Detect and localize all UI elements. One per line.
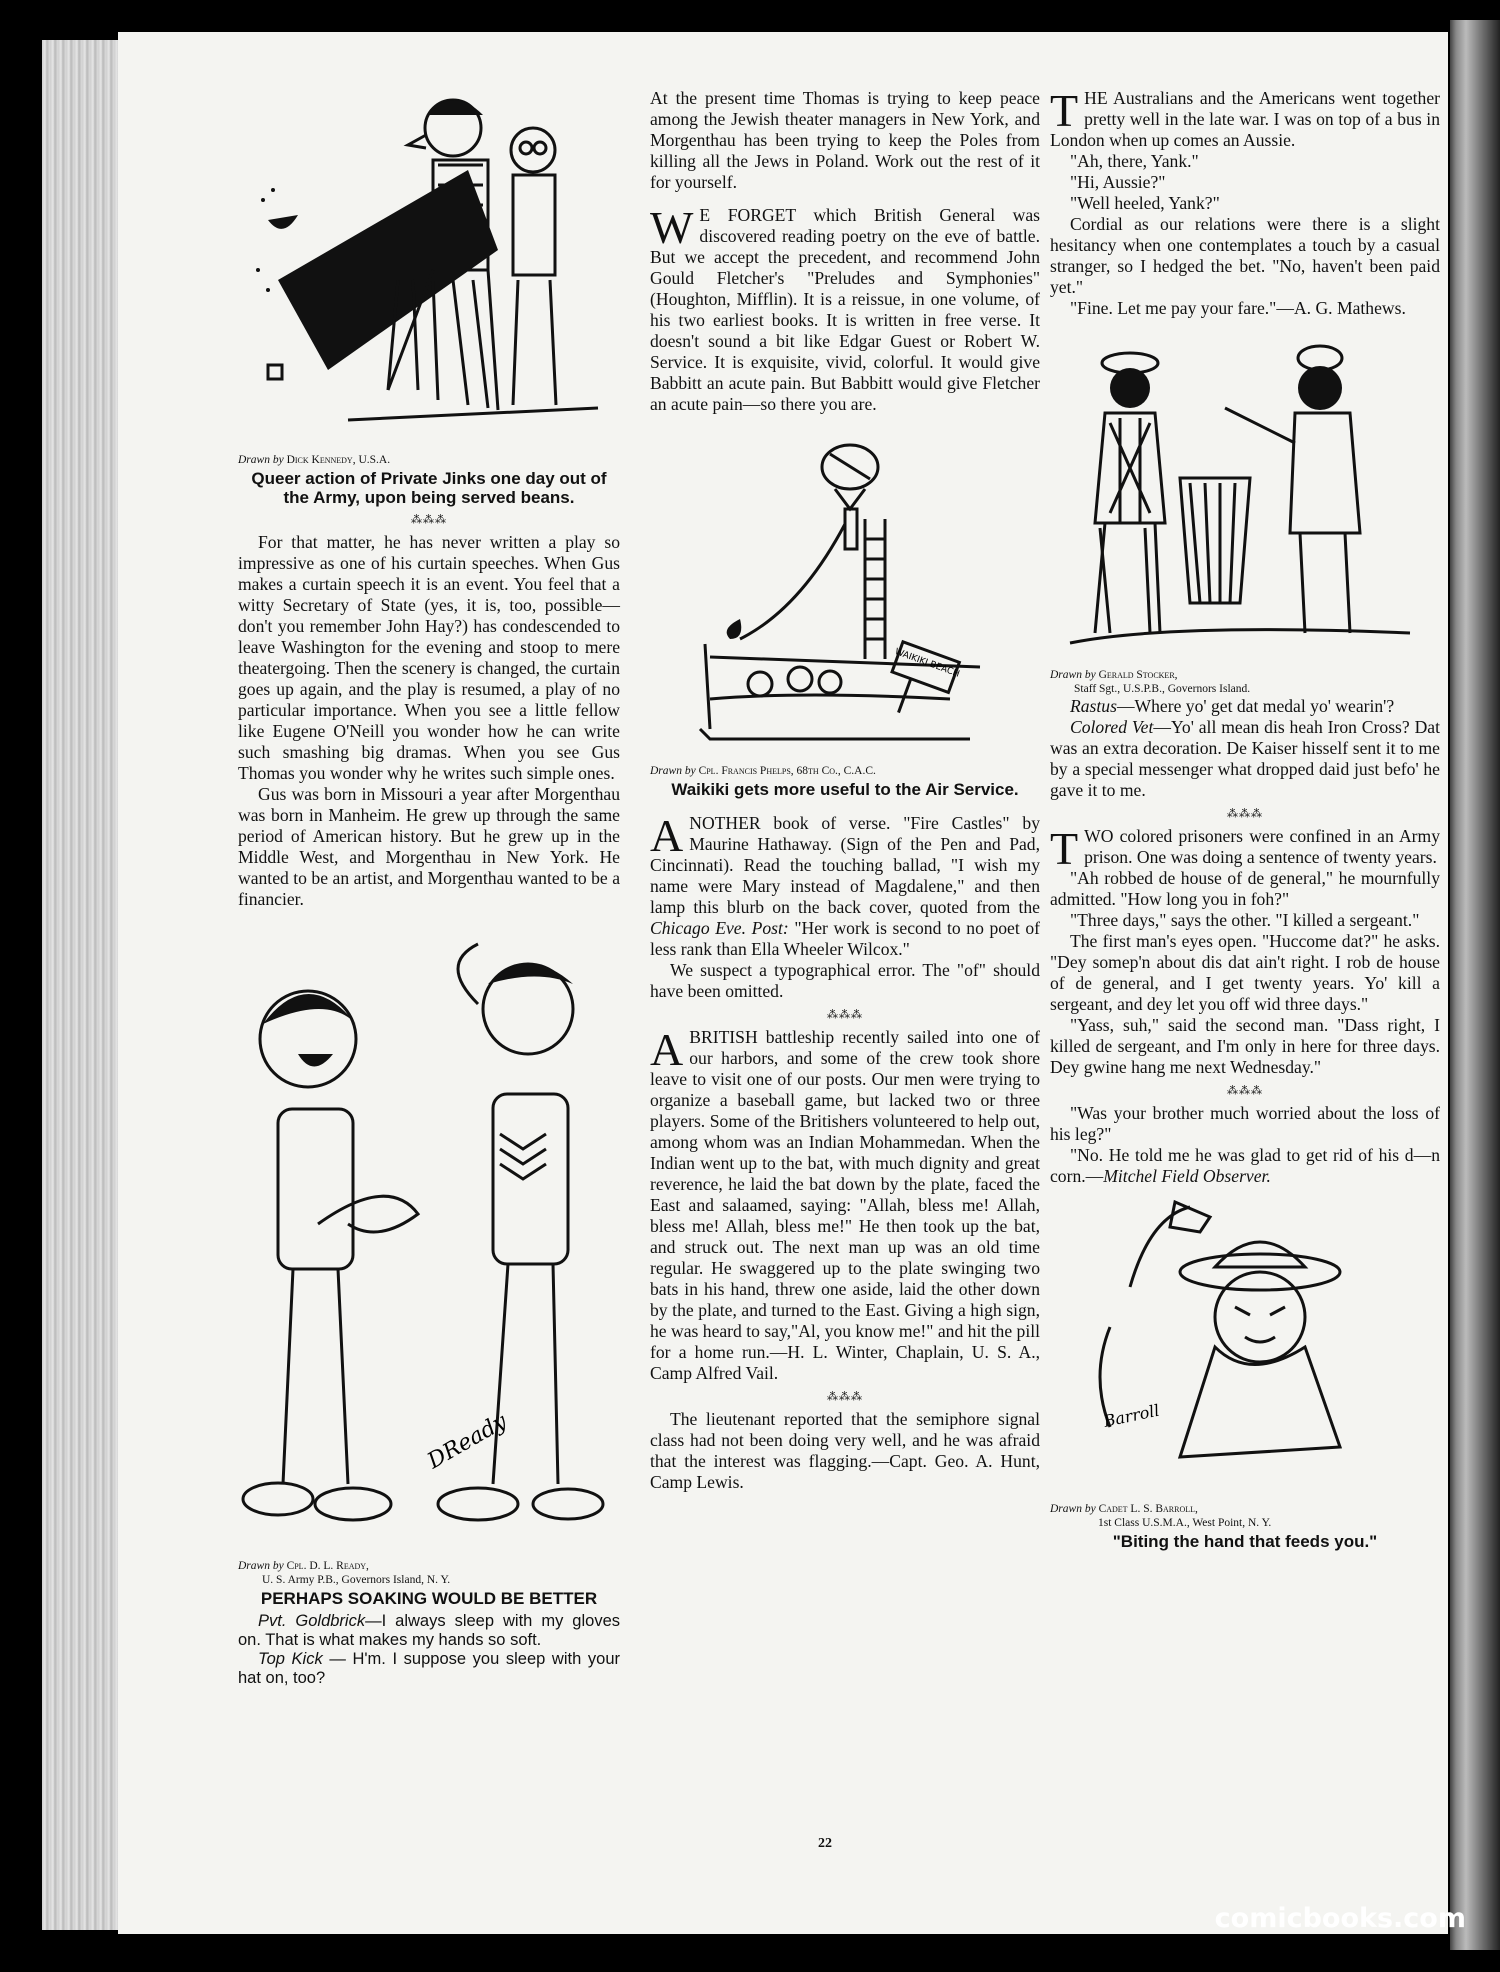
cartoon-waikiki: [650, 429, 1040, 759]
section-divider: ⁂⁂⁂: [827, 1009, 863, 1021]
paragraph: The first man's eyes open. "Huccome dat?" he asks. "Dey somep'n about dis dat ain't right. I rob de house of de general, and I get twenty years. Yo' kill a sergeant, and dey let you off wid three days.": [1050, 931, 1440, 1014]
cartoon2-credit: Drawn by Cpl. D. L. Ready,: [238, 1560, 369, 1572]
paragraph: "Was your brother much worried about the loss of his leg?": [1050, 1103, 1440, 1144]
magazine-page: [118, 32, 1448, 1934]
paragraph: "No. He told me he was glad to get rid of his d—n corn.—: [1050, 1145, 1440, 1186]
paragraph: "Ah robbed de house of de general," he mournfully admitted. "How long you in foh?": [1050, 868, 1440, 909]
site-watermark: comicbooks.com: [1214, 1903, 1466, 1934]
paragraph: which British General was discovered reading poetry on the eve of battle. But we accept the precedent, and recommend John Gould Fletcher's "Preludes and Symphonies" (Houghton, Mifflin). It is a reissue, in one volume, of his two earliest books. It is written in free verse. It doesn't sound a bit like Edgar Guest or Robert W. Service. It is exquisite, vivid, colorful. It would give Babbitt an acute pain. But Babbitt would give Fletcher an acute pain—so there you are.: [650, 205, 1040, 414]
paragraph-end: "Her work is second to no poet of less rank than Ella Wheeler Wilcox.": [650, 918, 1040, 959]
dialog-line: "Ah, there, Yank.": [1070, 151, 1199, 171]
cartoon-signature: Barroll: [1101, 1400, 1162, 1431]
cartoon-biting-hand: [1050, 1197, 1440, 1497]
paragraph: WO colored prisoners were confined in an Army prison. One was doing a sentence of twenty years.: [1084, 826, 1440, 867]
section-divider: ⁂⁂⁂: [411, 514, 447, 526]
waikiki-credit: Drawn by Cpl. Francis Phelps, 68th Co., C.A.C.: [650, 765, 876, 777]
cartoon-soaking: [238, 924, 620, 1554]
article-text-thomas: [650, 88, 1040, 193]
paragraph: battleship recently sailed into one of our harbors, and some of the crew took shore leave to visit one of our posts. Our men were trying to organize a baseball game, but lacked two or three players. Some of the Britishers volunteered to help out, among whom was an Indian Mohammedan. When the Indian went up to the bat, with much dignity and great reverence, he laid the bat down by the plate, faced the East and salaamed, saying: "Allah, bless me! Allah, bless me! Allah, bless me!" He then took up the bat, and struck out. The next man up was an old time regular. He swaggered up to the plate swinging two bats in his hand, threw one aside, laid the other down by the plate, and turned to the East. Giving a high sign, he was heard to say,"Al, you know me!" and hit the pill for a home run.—H. L. Winter, Chaplain, U. S. A., Camp Alfred Vail.: [650, 1027, 1040, 1383]
lead-words: NOTHER: [689, 813, 761, 833]
article-iron-cross: [1050, 696, 1440, 801]
cartoon-iron-cross: [1050, 333, 1440, 663]
joke-goldbrick: [238, 1612, 620, 1688]
lead-words: BRITISH: [689, 1027, 758, 1047]
drop-cap: T: [1050, 85, 1079, 136]
column-left: [238, 90, 620, 1688]
article-text-gus: [238, 532, 620, 910]
lead-words: E FORGET: [699, 205, 796, 225]
dialog-line: —Where yo' get dat medal yo' wearin'?: [1116, 696, 1395, 716]
joke-line: —I always sleep with my gloves on. That is what makes my hands so soft.: [238, 1612, 621, 1649]
article-prisoners: [1050, 823, 1440, 1078]
paragraph: "Fine. Let me pay your fare."—A. G. Mathews.: [1070, 298, 1406, 318]
drop-cap: A: [650, 1024, 684, 1075]
cartoon2-caption: PERHAPS SOAKING WOULD BE BETTER: [260, 1589, 598, 1608]
paragraph: At the present time Thomas is trying to keep peace among the Jewish theater managers in New York, and Morgenthau has been trying to keep the Poles from killing all the Jews in Poland. Work out the rest of it for yourself.: [650, 88, 1040, 192]
quoted-source: Chicago Eve. Post:: [650, 918, 789, 938]
dialog-line: —Yo' all mean dis heah Iron Cross? Dat was an extra decoration. De Kaiser hisself sent it to me by a special messenger what dropped daid just befo' he gave it to me.: [1050, 717, 1440, 800]
article-aussie: [1050, 85, 1440, 319]
article-semaphore: [650, 1409, 1040, 1493]
stocker-credit: Drawn by Gerald Stocker,: [1050, 669, 1178, 681]
drop-cap: T: [1050, 823, 1079, 874]
cartoon1-credit: Drawn by Dick Kennedy, U.S.A.: [238, 454, 391, 466]
cartoon2-signature: DReady: [423, 1409, 512, 1475]
sign-text: WAIKIKI BEACH: [893, 647, 961, 680]
speaker: Rastus: [1070, 696, 1117, 716]
cartoon2-credit-line2: U. S. Army P.B., Governors Island, N. Y.: [262, 1574, 451, 1586]
paragraph: Cordial as our relations were there is a slight hesitancy when one contemplates a touch by a casual stranger, so I hedged the bet. "No, haven't been paid yet.": [1050, 214, 1440, 297]
paragraph: For that matter, he has never written a play so impressive as one of his curtain speeches. When Gus makes a curtain speech it is an event. You feel that a witty Secretary of State (yes, it is, too, possible—don't you remember John Hay?) has condescended to leave Washington for the evening and stoop to mere theatergoing. Then the scenery is changed, the curtain goes up again, and the play is resumed, a play of no particular importance. When you see a little fellow like Eugene O'Neill you wonder how he can write such smashing big dramas. When you see Gus Thomas you wonder why he writes such simple ones.: [238, 532, 620, 783]
article-fletcher: [650, 202, 1040, 415]
section-divider: ⁂⁂⁂: [1227, 808, 1263, 820]
stocker-credit-line2: Staff Sgt., U.S.P.B., Governors Island.: [1074, 683, 1251, 695]
adjacent-page-edge: [1450, 20, 1500, 1950]
paragraph: We suspect a typographical error. The "of" should have been omitted.: [650, 960, 1040, 1001]
barroll-credit-line2: 1st Class U.S.M.A., West Point, N. Y.: [1098, 1517, 1272, 1529]
barroll-caption: "Biting the hand that feeds you.": [1112, 1532, 1378, 1551]
speaker: Top Kick: [258, 1650, 323, 1668]
column-right: [1050, 85, 1440, 1551]
paragraph: Gus was born in Missouri a year after Morgenthau was born in Manheim. He grew up through the same period of American history. But he grew up in the Middle West, and Morgenthau in New York. He wanted to be an artist, and Morgenthau wanted to be a financier.: [238, 784, 620, 909]
speaker: Pvt. Goldbrick: [258, 1612, 366, 1630]
article-british-battleship: [650, 1024, 1040, 1384]
dialog-line: "Well heeled, Yank?": [1070, 193, 1220, 213]
speaker: Colored Vet: [1070, 717, 1154, 737]
paragraph: "Yass, suh," said the second man. "Dass right, I killed de sergeant, and I'm only in here for three days. Dey gwine hang me next Wednesday.": [1050, 1015, 1440, 1077]
paragraph: HE Australians and the Americans went together pretty well in the late war. I was on top of a bus in London when up comes an Aussie.: [1050, 88, 1440, 150]
article-fire-castles: [650, 810, 1040, 1002]
joke-line: — H'm. I suppose you sleep with your hat on, too?: [238, 1650, 620, 1687]
paragraph: book of verse. "Fire Castles" by Maurine Hathaway. (Sign of the Pen and Pad, Cincinnati). Read the touching ballad, "I wish my name were Mary instead of Magdalene," and then lamp this blurb on the back cover, quoted from the: [650, 813, 1040, 917]
paragraph: The lieutenant reported that the semiphore signal class had not been doing very well, and he was afraid that the interest was flagging.—Capt. Geo. A. Hunt, Camp Lewis.: [650, 1409, 1040, 1492]
paragraph: "Three days," says the other. "I killed a sergeant.": [1070, 910, 1420, 930]
section-divider: ⁂⁂⁂: [827, 1391, 863, 1403]
page-number: 22: [818, 1836, 832, 1851]
drop-cap: W: [650, 202, 694, 253]
dialog-line: "Hi, Aussie?": [1070, 172, 1166, 192]
drop-cap: A: [650, 810, 684, 861]
cartoon1-caption: Queer action of Private Jinks one day out of the Army, upon being served beans.: [251, 469, 607, 507]
waikiki-sign: [876, 640, 963, 727]
column-middle: [650, 88, 1040, 1493]
waikiki-caption: Waikiki gets more useful to the Air Service.: [671, 780, 1019, 799]
cartoon-private-jinks: [238, 90, 620, 448]
article-corn: [1050, 1103, 1440, 1187]
barroll-credit: Drawn by Cadet L. S. Barroll,: [1050, 1503, 1198, 1515]
book-spine-edge: [42, 40, 124, 1930]
quoted-source: Mitchel Field Observer.: [1103, 1166, 1271, 1186]
section-divider: ⁂⁂⁂: [1227, 1085, 1263, 1097]
